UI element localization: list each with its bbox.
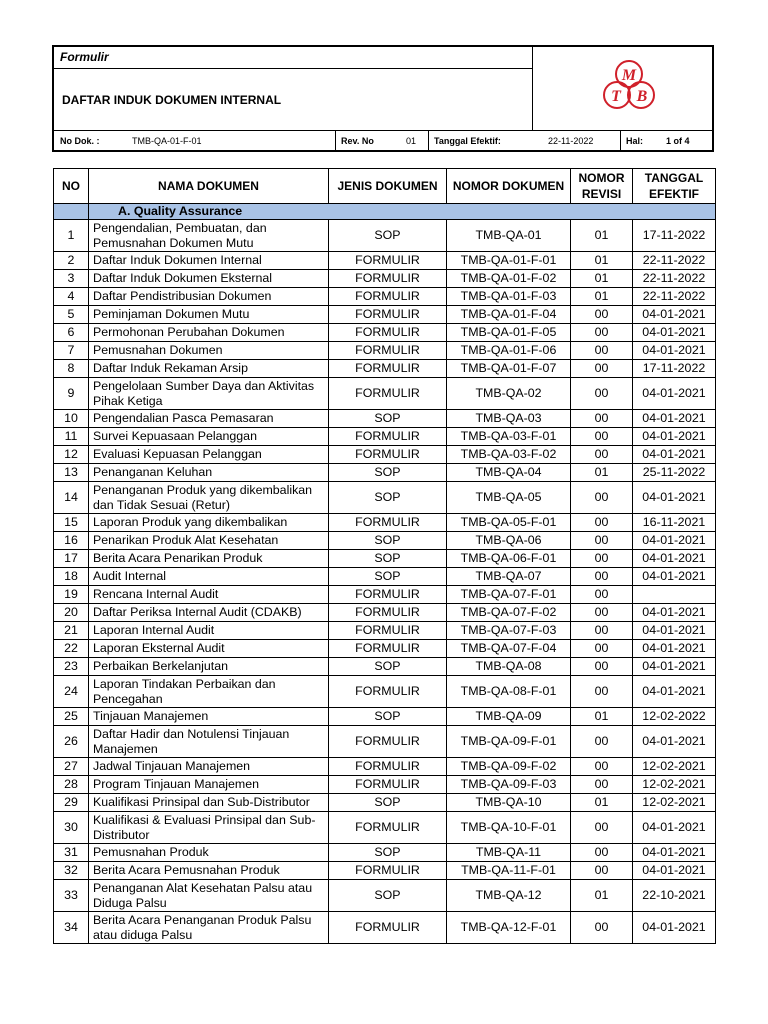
cell-nomor-revisi: 00 — [571, 324, 633, 342]
cell-nomor-revisi: 00 — [571, 378, 633, 410]
cell-nomor-dokumen: TMB-QA-09-F-02 — [447, 758, 571, 776]
cell-tanggal-efektif: 04-01-2021 — [633, 342, 716, 360]
cell-no: 33 — [54, 880, 89, 912]
cell-no: 14 — [54, 482, 89, 514]
cell-no: 2 — [54, 252, 89, 270]
cell-nama-dokumen: Permohonan Perubahan Dokumen — [89, 324, 329, 342]
table-row — [54, 324, 716, 342]
cell-jenis-dokumen: FORMULIR — [329, 640, 447, 658]
cell-nama-dokumen: Survei Kepuasaan Pelanggan — [89, 428, 329, 446]
cell-jenis-dokumen: SOP — [329, 880, 447, 912]
tanggal-efektif-value: 22-11-2022 — [548, 136, 594, 146]
header-jenis-dokumen: JENIS DOKUMEN — [329, 169, 447, 204]
table-row — [54, 428, 716, 446]
cell-tanggal-efektif: 04-01-2021 — [633, 726, 716, 758]
cell-jenis-dokumen: SOP — [329, 482, 447, 514]
cell-nomor-revisi: 01 — [571, 220, 633, 252]
document-title: DAFTAR INDUK DOKUMEN INTERNAL — [62, 93, 282, 107]
cell-nomor-dokumen: TMB-QA-01-F-03 — [447, 288, 571, 306]
cell-no: 18 — [54, 568, 89, 586]
cell-nomor-revisi: 00 — [571, 482, 633, 514]
cell-jenis-dokumen: FORMULIR — [329, 324, 447, 342]
cell-nama-dokumen: Berita Acara Pemusnahan Produk — [89, 862, 329, 880]
cell-nama-dokumen: Rencana Internal Audit — [89, 586, 329, 604]
cell-no: 8 — [54, 360, 89, 378]
cell-jenis-dokumen: FORMULIR — [329, 514, 447, 532]
cell-nama-dokumen: Daftar Hadir dan Notulensi Tinjauan Manajemen — [89, 726, 329, 758]
table-row — [54, 640, 716, 658]
cell-tanggal-efektif: 04-01-2021 — [633, 550, 716, 568]
cell-nomor-dokumen: TMB-QA-08 — [447, 658, 571, 676]
cell-jenis-dokumen: FORMULIR — [329, 622, 447, 640]
cell-nomor-dokumen: TMB-QA-10 — [447, 794, 571, 812]
cell-no: 11 — [54, 428, 89, 446]
cell-nomor-revisi: 00 — [571, 912, 633, 944]
meta-divider — [335, 131, 336, 151]
header-nomor-revisi: NOMOR REVISI — [571, 169, 633, 204]
cell-jenis-dokumen: SOP — [329, 532, 447, 550]
cell-nama-dokumen: Evaluasi Kepuasan Pelanggan — [89, 446, 329, 464]
cell-tanggal-efektif: 04-01-2021 — [633, 640, 716, 658]
cell-nomor-revisi: 00 — [571, 676, 633, 708]
header-no: NO — [54, 169, 89, 204]
cell-nomor-dokumen: TMB-QA-09 — [447, 708, 571, 726]
table-row — [54, 514, 716, 532]
cell-tanggal-efektif: 22-11-2022 — [633, 252, 716, 270]
cell-nomor-revisi: 01 — [571, 880, 633, 912]
cell-no: 16 — [54, 532, 89, 550]
cell-nomor-dokumen: TMB-QA-07 — [447, 568, 571, 586]
cell-jenis-dokumen: FORMULIR — [329, 776, 447, 794]
cell-nama-dokumen: Berita Acara Penanganan Produk Palsu atau diduga Palsu — [89, 912, 329, 944]
cell-nomor-revisi: 00 — [571, 568, 633, 586]
cell-jenis-dokumen: FORMULIR — [329, 342, 447, 360]
cell-no: 27 — [54, 758, 89, 776]
cell-jenis-dokumen: FORMULIR — [329, 604, 447, 622]
header-nama-dokumen: NAMA DOKUMEN — [89, 169, 329, 204]
table-row — [54, 342, 716, 360]
cell-no: 34 — [54, 912, 89, 944]
table-row — [54, 288, 716, 306]
cell-no: 6 — [54, 324, 89, 342]
cell-nama-dokumen: Laporan Internal Audit — [89, 622, 329, 640]
cell-nomor-revisi: 01 — [571, 708, 633, 726]
hal-label: Hal: — [626, 136, 644, 146]
cell-nomor-revisi: 00 — [571, 514, 633, 532]
cell-nomor-dokumen: TMB-QA-03-F-01 — [447, 428, 571, 446]
header-meta-row — [54, 130, 712, 151]
cell-jenis-dokumen: FORMULIR — [329, 270, 447, 288]
cell-nomor-dokumen: TMB-QA-05-F-01 — [447, 514, 571, 532]
cell-nomor-revisi: 00 — [571, 446, 633, 464]
cell-jenis-dokumen: FORMULIR — [329, 378, 447, 410]
cell-jenis-dokumen: SOP — [329, 410, 447, 428]
section-cell — [54, 204, 89, 220]
cell-jenis-dokumen: SOP — [329, 464, 447, 482]
cell-tanggal-efektif: 04-01-2021 — [633, 604, 716, 622]
cell-nomor-revisi: 00 — [571, 776, 633, 794]
cell-tanggal-efektif: 16-11-2021 — [633, 514, 716, 532]
cell-jenis-dokumen: FORMULIR — [329, 252, 447, 270]
cell-no: 22 — [54, 640, 89, 658]
cell-nomor-revisi: 00 — [571, 622, 633, 640]
cell-nomor-revisi: 00 — [571, 550, 633, 568]
cell-nama-dokumen: Daftar Periksa Internal Audit (CDAKB) — [89, 604, 329, 622]
cell-tanggal-efektif: 17-11-2022 — [633, 360, 716, 378]
cell-jenis-dokumen: SOP — [329, 708, 447, 726]
cell-jenis-dokumen: SOP — [329, 658, 447, 676]
table-row — [54, 306, 716, 324]
cell-jenis-dokumen: FORMULIR — [329, 862, 447, 880]
table-row — [54, 676, 716, 708]
cell-tanggal-efektif: 04-01-2021 — [633, 532, 716, 550]
table-row — [54, 532, 716, 550]
cell-nama-dokumen: Pengelolaan Sumber Daya dan Aktivitas Pihak Ketiga — [89, 378, 329, 410]
cell-nama-dokumen: Perbaikan Berkelanjutan — [89, 658, 329, 676]
cell-nomor-revisi: 00 — [571, 604, 633, 622]
company-logo — [533, 47, 712, 130]
cell-nomor-dokumen: TMB-QA-10-F-01 — [447, 812, 571, 844]
document-header — [52, 45, 714, 152]
cell-tanggal-efektif: 12-02-2021 — [633, 794, 716, 812]
cell-jenis-dokumen: FORMULIR — [329, 446, 447, 464]
cell-nomor-dokumen: TMB-QA-07-F-04 — [447, 640, 571, 658]
cell-nomor-dokumen: TMB-QA-07-F-02 — [447, 604, 571, 622]
cell-tanggal-efektif: 04-01-2021 — [633, 812, 716, 844]
cell-no: 10 — [54, 410, 89, 428]
cell-nomor-dokumen: TMB-QA-01-F-01 — [447, 252, 571, 270]
cell-nama-dokumen: Berita Acara Penarikan Produk — [89, 550, 329, 568]
cell-nomor-revisi: 00 — [571, 812, 633, 844]
cell-nomor-dokumen: TMB-QA-06-F-01 — [447, 550, 571, 568]
document-list-table — [53, 168, 716, 944]
cell-jenis-dokumen: SOP — [329, 794, 447, 812]
cell-nomor-dokumen: TMB-QA-04 — [447, 464, 571, 482]
cell-nomor-revisi: 00 — [571, 532, 633, 550]
no-dok-value: TMB-QA-01-F-01 — [132, 136, 202, 146]
cell-nomor-revisi: 00 — [571, 586, 633, 604]
cell-jenis-dokumen: SOP — [329, 568, 447, 586]
hal-value: 1 of 4 — [666, 136, 690, 146]
cell-no: 30 — [54, 812, 89, 844]
cell-no: 9 — [54, 378, 89, 410]
table-row — [54, 604, 716, 622]
cell-nomor-revisi: 00 — [571, 410, 633, 428]
cell-nomor-dokumen: TMB-QA-05 — [447, 482, 571, 514]
cell-jenis-dokumen: FORMULIR — [329, 912, 447, 944]
cell-nama-dokumen: Penanganan Alat Kesehatan Palsu atau Diduga Palsu — [89, 880, 329, 912]
table-row — [54, 270, 716, 288]
cell-tanggal-efektif: 04-01-2021 — [633, 378, 716, 410]
cell-nama-dokumen: Penanganan Produk yang dikembalikan dan Tidak Sesuai (Retur) — [89, 482, 329, 514]
table-row — [54, 482, 716, 514]
cell-nama-dokumen: Tinjauan Manajemen — [89, 708, 329, 726]
cell-nomor-dokumen: TMB-QA-11 — [447, 844, 571, 862]
table-row — [54, 658, 716, 676]
cell-nomor-dokumen: TMB-QA-09-F-03 — [447, 776, 571, 794]
cell-nama-dokumen: Pengendalian Pasca Pemasaran — [89, 410, 329, 428]
table-header-row — [54, 169, 716, 204]
table-row — [54, 586, 716, 604]
cell-nomor-revisi: 00 — [571, 862, 633, 880]
cell-tanggal-efektif: 04-01-2021 — [633, 324, 716, 342]
cell-no: 1 — [54, 220, 89, 252]
table-row — [54, 410, 716, 428]
table-row — [54, 464, 716, 482]
form-label: Formulir — [60, 50, 109, 64]
cell-tanggal-efektif: 12-02-2021 — [633, 758, 716, 776]
cell-tanggal-efektif: 12-02-2021 — [633, 776, 716, 794]
cell-no: 7 — [54, 342, 89, 360]
cell-jenis-dokumen: SOP — [329, 220, 447, 252]
cell-nomor-dokumen: TMB-QA-02 — [447, 378, 571, 410]
cell-no: 23 — [54, 658, 89, 676]
cell-nama-dokumen: Pengendalian, Pembuatan, dan Pemusnahan Dokumen Mutu — [89, 220, 329, 252]
cell-no: 13 — [54, 464, 89, 482]
cell-tanggal-efektif: 04-01-2021 — [633, 658, 716, 676]
cell-tanggal-efektif: 04-01-2021 — [633, 912, 716, 944]
cell-nomor-dokumen: TMB-QA-01-F-02 — [447, 270, 571, 288]
section-label: A. Quality Assurance — [89, 204, 716, 220]
cell-no: 12 — [54, 446, 89, 464]
cell-no: 31 — [54, 844, 89, 862]
cell-nomor-revisi: 01 — [571, 252, 633, 270]
cell-nomor-revisi: 01 — [571, 794, 633, 812]
cell-nama-dokumen: Laporan Tindakan Perbaikan dan Pencegahan — [89, 676, 329, 708]
cell-jenis-dokumen: FORMULIR — [329, 812, 447, 844]
cell-no: 25 — [54, 708, 89, 726]
cell-nomor-dokumen: TMB-QA-03-F-02 — [447, 446, 571, 464]
cell-nomor-dokumen: TMB-QA-12 — [447, 880, 571, 912]
cell-nomor-revisi: 00 — [571, 658, 633, 676]
rev-label: Rev. No — [341, 136, 374, 146]
cell-jenis-dokumen: FORMULIR — [329, 586, 447, 604]
cell-tanggal-efektif — [633, 586, 716, 604]
table-row — [54, 550, 716, 568]
cell-nama-dokumen: Penarikan Produk Alat Kesehatan — [89, 532, 329, 550]
cell-no: 4 — [54, 288, 89, 306]
cell-no: 3 — [54, 270, 89, 288]
cell-tanggal-efektif: 04-01-2021 — [633, 446, 716, 464]
table-row — [54, 758, 716, 776]
cell-nomor-dokumen: TMB-QA-01-F-07 — [447, 360, 571, 378]
cell-no: 26 — [54, 726, 89, 758]
cell-nama-dokumen: Jadwal Tinjauan Manajemen — [89, 758, 329, 776]
table-row — [54, 912, 716, 944]
cell-jenis-dokumen: FORMULIR — [329, 306, 447, 324]
cell-nomor-revisi: 00 — [571, 428, 633, 446]
cell-nama-dokumen: Peminjaman Dokumen Mutu — [89, 306, 329, 324]
table-row — [54, 844, 716, 862]
table-row — [54, 220, 716, 252]
cell-tanggal-efektif: 22-11-2022 — [633, 270, 716, 288]
cell-nama-dokumen: Laporan Produk yang dikembalikan — [89, 514, 329, 532]
cell-tanggal-efektif: 22-11-2022 — [633, 288, 716, 306]
cell-no: 15 — [54, 514, 89, 532]
cell-jenis-dokumen: SOP — [329, 844, 447, 862]
cell-nama-dokumen: Daftar Induk Dokumen Eksternal — [89, 270, 329, 288]
cell-nomor-dokumen: TMB-QA-01 — [447, 220, 571, 252]
cell-no: 28 — [54, 776, 89, 794]
cell-nomor-dokumen: TMB-QA-06 — [447, 532, 571, 550]
cell-jenis-dokumen: FORMULIR — [329, 676, 447, 708]
cell-nomor-revisi: 00 — [571, 342, 633, 360]
cell-tanggal-efektif: 04-01-2021 — [633, 410, 716, 428]
cell-tanggal-efektif: 04-01-2021 — [633, 844, 716, 862]
table-row — [54, 360, 716, 378]
cell-nomor-dokumen: TMB-QA-07-F-03 — [447, 622, 571, 640]
cell-tanggal-efektif: 25-11-2022 — [633, 464, 716, 482]
cell-nama-dokumen: Audit Internal — [89, 568, 329, 586]
cell-jenis-dokumen: FORMULIR — [329, 288, 447, 306]
tmb-logo-icon — [589, 55, 661, 117]
table-row — [54, 446, 716, 464]
header-nomor-dokumen: NOMOR DOKUMEN — [447, 169, 571, 204]
cell-no: 5 — [54, 306, 89, 324]
header-divider — [54, 68, 532, 69]
cell-nomor-revisi: 00 — [571, 640, 633, 658]
table-row — [54, 726, 716, 758]
cell-tanggal-efektif: 04-01-2021 — [633, 862, 716, 880]
cell-tanggal-efektif: 04-01-2021 — [633, 676, 716, 708]
cell-tanggal-efektif: 04-01-2021 — [633, 306, 716, 324]
cell-nomor-revisi: 00 — [571, 360, 633, 378]
table-row — [54, 622, 716, 640]
table-row — [54, 776, 716, 794]
cell-nama-dokumen: Kualifikasi Prinsipal dan Sub-Distributor — [89, 794, 329, 812]
meta-divider — [428, 131, 429, 151]
cell-nama-dokumen: Daftar Induk Rekaman Arsip — [89, 360, 329, 378]
cell-no: 24 — [54, 676, 89, 708]
cell-jenis-dokumen: FORMULIR — [329, 428, 447, 446]
cell-tanggal-efektif: 04-01-2021 — [633, 482, 716, 514]
cell-nomor-revisi: 00 — [571, 726, 633, 758]
cell-nomor-dokumen: TMB-QA-07-F-01 — [447, 586, 571, 604]
cell-nomor-revisi: 01 — [571, 288, 633, 306]
table-row — [54, 880, 716, 912]
cell-jenis-dokumen: FORMULIR — [329, 726, 447, 758]
cell-nomor-dokumen: TMB-QA-03 — [447, 410, 571, 428]
cell-no: 17 — [54, 550, 89, 568]
rev-value: 01 — [406, 136, 417, 146]
cell-nomor-dokumen: TMB-QA-12-F-01 — [447, 912, 571, 944]
cell-jenis-dokumen: FORMULIR — [329, 360, 447, 378]
cell-no: 20 — [54, 604, 89, 622]
section-row — [54, 204, 716, 220]
cell-nomor-dokumen: TMB-QA-09-F-01 — [447, 726, 571, 758]
header-title-block — [54, 47, 533, 130]
cell-nama-dokumen: Pemusnahan Dokumen — [89, 342, 329, 360]
meta-divider — [620, 131, 621, 151]
cell-nomor-dokumen: TMB-QA-11-F-01 — [447, 862, 571, 880]
table-row — [54, 252, 716, 270]
table-row — [54, 378, 716, 410]
table-row — [54, 812, 716, 844]
cell-no: 21 — [54, 622, 89, 640]
cell-jenis-dokumen: SOP — [329, 550, 447, 568]
cell-nomor-dokumen: TMB-QA-01-F-05 — [447, 324, 571, 342]
cell-nama-dokumen: Penanganan Keluhan — [89, 464, 329, 482]
cell-nama-dokumen: Pemusnahan Produk — [89, 844, 329, 862]
cell-tanggal-efektif: 04-01-2021 — [633, 568, 716, 586]
cell-nama-dokumen: Daftar Induk Dokumen Internal — [89, 252, 329, 270]
logo-letter-m: M — [621, 67, 637, 84]
table-row — [54, 568, 716, 586]
cell-nomor-revisi: 00 — [571, 844, 633, 862]
logo-letter-t: T — [611, 88, 621, 105]
cell-nama-dokumen: Kualifikasi & Evaluasi Prinsipal dan Sub-Distributor — [89, 812, 329, 844]
table-row — [54, 862, 716, 880]
cell-tanggal-efektif: 17-11-2022 — [633, 220, 716, 252]
cell-tanggal-efektif: 04-01-2021 — [633, 428, 716, 446]
header-tanggal-efektif: TANGGAL EFEKTIF — [633, 169, 716, 204]
cell-nomor-dokumen: TMB-QA-08-F-01 — [447, 676, 571, 708]
cell-nomor-revisi: 01 — [571, 270, 633, 288]
cell-jenis-dokumen: FORMULIR — [329, 758, 447, 776]
cell-nomor-dokumen: TMB-QA-01-F-04 — [447, 306, 571, 324]
cell-nama-dokumen: Daftar Pendistribusian Dokumen — [89, 288, 329, 306]
cell-nomor-dokumen: TMB-QA-01-F-06 — [447, 342, 571, 360]
cell-tanggal-efektif: 12-02-2022 — [633, 708, 716, 726]
cell-no: 29 — [54, 794, 89, 812]
cell-nama-dokumen: Laporan Eksternal Audit — [89, 640, 329, 658]
cell-nama-dokumen: Program Tinjauan Manajemen — [89, 776, 329, 794]
cell-nomor-revisi: 00 — [571, 758, 633, 776]
table-row — [54, 794, 716, 812]
cell-nomor-revisi: 00 — [571, 306, 633, 324]
table-row — [54, 708, 716, 726]
cell-tanggal-efektif: 22-10-2021 — [633, 880, 716, 912]
cell-no: 32 — [54, 862, 89, 880]
logo-letter-b: B — [636, 88, 648, 105]
cell-tanggal-efektif: 04-01-2021 — [633, 622, 716, 640]
cell-no: 19 — [54, 586, 89, 604]
cell-nomor-revisi: 01 — [571, 464, 633, 482]
tanggal-efektif-label: Tanggal Efektif: — [434, 136, 501, 146]
no-dok-label: No Dok. : — [60, 136, 100, 146]
